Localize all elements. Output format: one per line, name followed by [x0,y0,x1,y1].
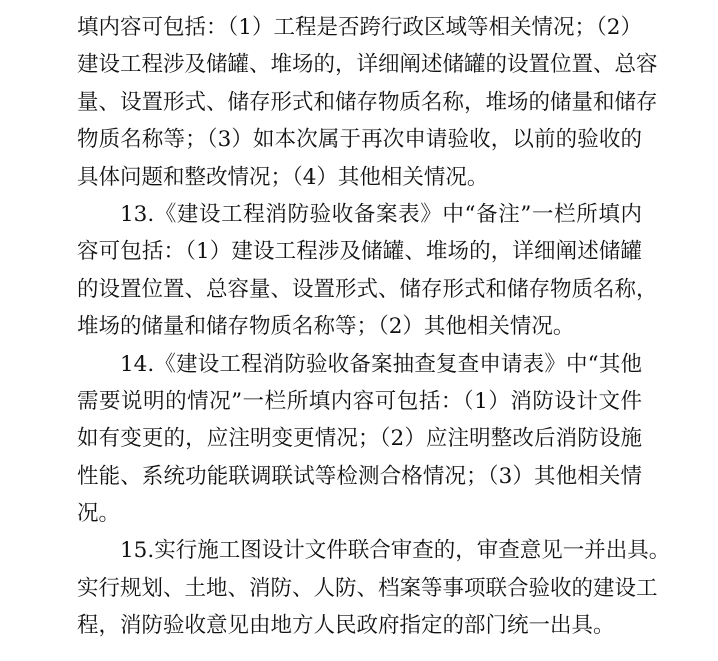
text-line: 程，消防验收意见由地方人民政府指定的部门统一出具。 [77,613,615,639]
text-line: 14.《建设工程消防验收备案抽查复查申请表》中“其他 [120,351,642,377]
text-line: 况。 [77,501,121,527]
text-line: 具体问题和整改情况；（4）其他相关情况。 [77,164,489,190]
text-line: 15.实行施工图设计文件联合审查的，审查意见一并出具。 [120,538,671,564]
text-line: 量、设置形式、储存形式和储存物质名称，堆场的储量和储存 [77,89,658,115]
text-line: 物质名称等；（3）如本次属于再次申请验收，以前的验收的 [77,127,642,153]
text-line: 的设置位置、总容量、设置形式、储存形式和储存物质名称， [77,276,658,302]
text-line: 堆场的储量和储存物质名称等；（2）其他相关情况。 [77,314,575,340]
paragraph-13 [77,196,658,346]
text-line: 建设工程涉及储罐、堆场的，详细阐述储罐的设置位置、总容 [77,52,658,78]
text-line: 容可包括：（1）建设工程涉及储罐、堆场的，详细阐述储罐 [77,239,642,265]
text-line: 需要说明的情况”一栏所填内容可包括：（1）消防设计文件 [77,388,642,414]
text-line: 性能、系统功能联调联试等检测合格情况；（3）其他相关情 [77,463,642,489]
document-page [77,9,671,645]
text-line: 如有变更的，应注明变更情况；（2）应注明整改后消防设施 [77,426,642,452]
text-line: 实行规划、土地、消防、人防、档案等事项联合验收的建设工 [77,575,658,601]
text-line: 13.《建设工程消防验收备案表》中“备注”一栏所填内 [120,201,642,227]
text-line: 填内容可包括：（1）工程是否跨行政区域等相关情况；（2） [77,15,642,40]
paragraph-12-continuation [77,9,658,196]
paragraph-15 [77,532,671,644]
paragraph-14 [77,346,642,533]
